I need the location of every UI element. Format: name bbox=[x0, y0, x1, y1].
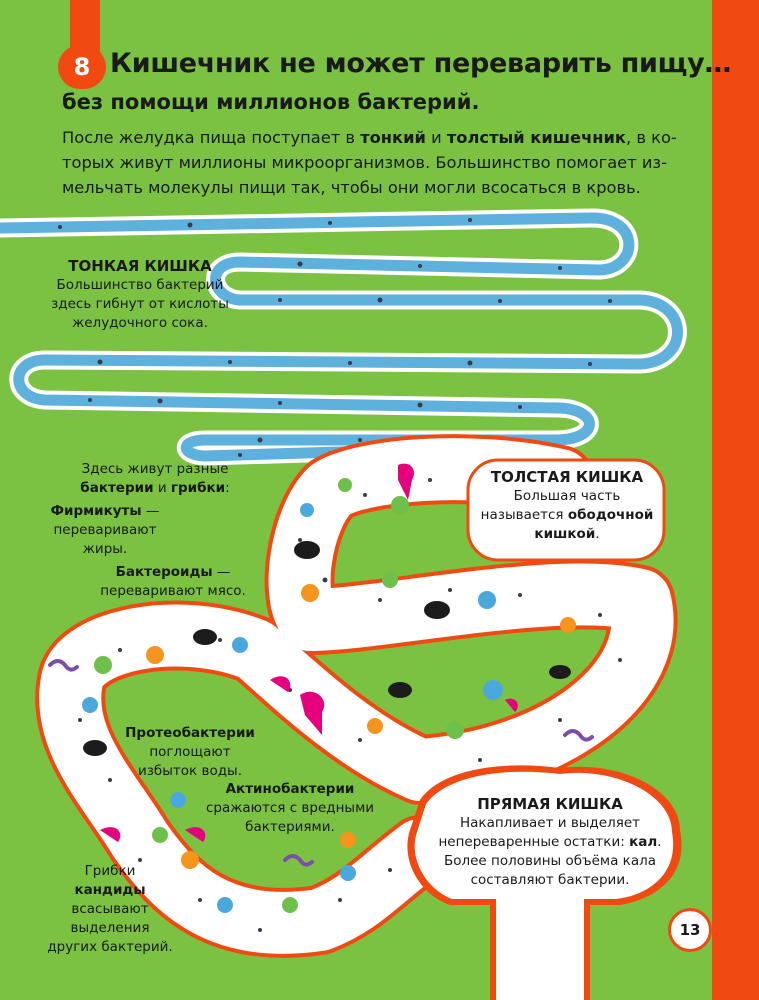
small-intestine-label bbox=[40, 257, 240, 333]
small-intestine-heading: ТОНКАЯ КИШКА bbox=[68, 257, 212, 275]
bacteroids-label bbox=[88, 563, 258, 601]
microbe-actinobacteria-3 bbox=[560, 617, 576, 633]
firmicutes-label bbox=[40, 502, 170, 559]
microbe-blue-3 bbox=[232, 637, 248, 653]
microbe-blue-8 bbox=[217, 897, 233, 913]
microbes-intro-label bbox=[70, 460, 240, 498]
microbe-bacteroid-4 bbox=[193, 629, 217, 645]
microbe-bacteroid-2 bbox=[424, 601, 450, 619]
microbe-firmicute-1 bbox=[338, 478, 352, 492]
microbe-firmicute-4 bbox=[94, 656, 112, 674]
microbe-candida-3 bbox=[285, 856, 312, 865]
large-intestine-text bbox=[472, 487, 662, 544]
section-number-badge: 8 bbox=[58, 45, 106, 89]
rectum-label bbox=[430, 795, 670, 890]
rectum-text-1: Накапливает и выделяет непереваренные остатки: bbox=[438, 815, 640, 850]
large-intestine-heading: ТОЛСТАЯ КИШКА bbox=[490, 468, 644, 486]
microbe-bacteroid-3 bbox=[388, 682, 412, 698]
microbe-firmicute-3 bbox=[382, 572, 398, 588]
microbe-blue-7 bbox=[340, 865, 356, 881]
microbe-actinobacteria-5 bbox=[367, 718, 383, 734]
intro-text-3: , в ко-торых живут миллионы микроорганизмов. Большинство помогает из-мельчать молекулы пищи так, чтобы они могли всосаться в кровь. bbox=[62, 128, 677, 197]
large-intestine-text-1: Большая часть называется bbox=[480, 488, 621, 523]
page-number: 13 bbox=[668, 908, 712, 952]
large-intestine-bold: ободочной кишкой bbox=[534, 507, 654, 542]
proteobacteria-label bbox=[125, 724, 255, 781]
microbe-firmicute-7 bbox=[282, 897, 298, 913]
bacteroids-dash: — bbox=[212, 564, 231, 580]
page-title: Кишечник не может переварить пищу… bbox=[110, 48, 732, 79]
microbes-intro-colon: : bbox=[225, 480, 230, 496]
candida-label bbox=[45, 862, 175, 957]
intro-text-2: и bbox=[425, 128, 447, 147]
firmicutes-name: Фирмикуты bbox=[50, 503, 142, 519]
candida-name: кандиды bbox=[74, 882, 146, 898]
microbe-actinobacteria-1 bbox=[301, 584, 319, 602]
microbe-blue-6 bbox=[170, 792, 186, 808]
small-intestine-dots bbox=[58, 218, 612, 457]
microbe-blue-4 bbox=[483, 680, 503, 700]
microbe-firmicute-6 bbox=[152, 827, 168, 843]
microbe-bacteroid-1 bbox=[294, 541, 320, 559]
bacteroids-name: Бактероиды bbox=[115, 564, 213, 580]
actinobacteria-text: сражаются с вредными бактериями. bbox=[205, 800, 375, 835]
rectum-text bbox=[430, 814, 670, 890]
microbes-intro-bacteria: бактерии bbox=[80, 480, 154, 496]
small-intestine-text: Большинство бактерий здесь гибнут от кислоты желудочного сока. bbox=[51, 277, 229, 331]
rectum-text-2: . Более половины объёма кала составляют бактерии. bbox=[443, 834, 662, 888]
microbe-bacteroid-5 bbox=[83, 740, 107, 756]
actinobacteria-label bbox=[200, 780, 380, 837]
microbe-bacteroid-6 bbox=[549, 665, 571, 679]
small-intestine-tube bbox=[0, 218, 678, 470]
bacteroids-text: переваривают мясо. bbox=[100, 583, 246, 599]
microbe-firmicute-5 bbox=[446, 721, 464, 739]
actinobacteria-name: Актинобактерии bbox=[225, 781, 355, 797]
microbe-blue-5 bbox=[82, 697, 98, 713]
microbes-intro-and: и bbox=[153, 480, 171, 496]
firmicutes-text: переваривают жиры. bbox=[53, 522, 157, 557]
candida-text: всасывают выделения других бактерий. bbox=[47, 901, 173, 955]
rectum-heading: ПРЯМАЯ КИШКА bbox=[477, 795, 623, 813]
microbe-blue-1 bbox=[300, 503, 314, 517]
proteobacteria-text: поглощают избыток воды. bbox=[137, 744, 242, 779]
intro-text-1: После желудка пища поступает в bbox=[62, 128, 361, 147]
microbes-intro-text: Здесь живут разные bbox=[81, 461, 229, 477]
firmicutes-dash: — bbox=[141, 503, 160, 519]
microbe-actinobacteria-4 bbox=[181, 851, 199, 869]
large-intestine-label bbox=[472, 468, 662, 544]
large-intestine-text-2: . bbox=[595, 526, 600, 542]
microbe-actinobacteria-2 bbox=[146, 646, 164, 664]
candida-pre: Грибки bbox=[84, 863, 136, 879]
rectum-bold: кал bbox=[629, 834, 658, 850]
proteobacteria-name: Протеобактерии bbox=[125, 725, 255, 741]
page-subtitle: без помощи миллионов бактерий. bbox=[62, 90, 480, 114]
intro-bold-small: тонкий bbox=[360, 128, 426, 147]
intro-bold-large: толстый кишечник bbox=[446, 128, 626, 147]
microbe-blue-2 bbox=[478, 591, 496, 609]
microbes-intro-fungi: грибки bbox=[170, 480, 226, 496]
microbe-firmicute-2 bbox=[391, 496, 409, 514]
microbe-proteobacteria-6 bbox=[505, 699, 518, 712]
